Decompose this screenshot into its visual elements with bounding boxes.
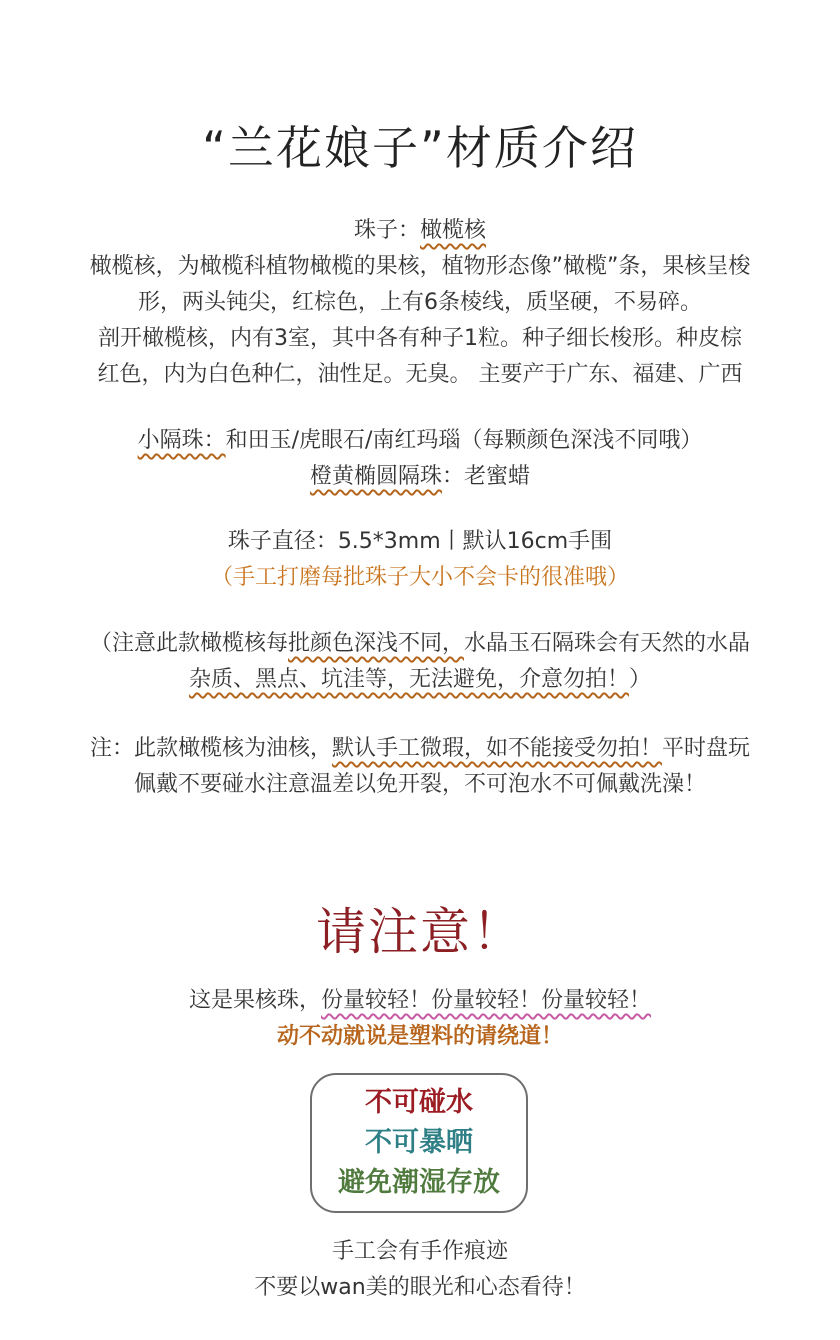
oil-note-part-c: 平时盘玩 (662, 736, 751, 761)
oval-spacer-label: 橙黄椭圆隔珠 (309, 464, 442, 489)
footer-line-2: 不要以wan美的眼光和心态看待！ (254, 1275, 586, 1300)
notice-section (20, 626, 820, 698)
oval-spacer-value: ：老蜜蜡 (442, 464, 531, 489)
oil-note-line-1 (20, 731, 820, 767)
bead-section (20, 213, 820, 393)
care-no-sun: 不可暴晒 (365, 1127, 473, 1158)
small-spacer-label: 小隔珠： (137, 428, 226, 453)
notice-part-a: （注意此款橄榄核每 (89, 631, 288, 656)
page-title: “兰花娘子”材质介绍 (202, 121, 638, 175)
small-spacer-value: 和田玉/虎眼石/南红玛瑙（每颗颜色深浅不同哦） (225, 428, 703, 453)
spacer-section (20, 423, 820, 495)
oil-note-part-b: 默认手工微瑕，如不能接受勿拍！ (331, 736, 662, 761)
notice-part-b: 批颜色深浅不同， (287, 631, 464, 656)
notice-part-e: ） (629, 667, 652, 692)
notice-part-c: 水晶玉石隔珠会有天然的水晶 (464, 631, 751, 656)
size-note: （手工打磨每批珠子大小不会卡的很准哦） (210, 565, 629, 590)
bead-name: 橄榄核 (420, 218, 487, 243)
bead-desc-line-1: 橄榄核，为橄榄科植物橄榄的果核，植物形态像”橄榄”条，果核呈梭 (89, 254, 751, 279)
small-spacer-line (20, 423, 820, 459)
bead-desc-line-3: 剖开橄榄核，内有3室，其中各有种子1粒。种子细长梭形。种皮棕 (98, 326, 742, 351)
bead-desc-line-4: 红色，内为白色种仁，油性足。无臭。 主要产于广东、福建、广西 (97, 362, 743, 387)
care-box (310, 1073, 528, 1213)
bead-desc-line-2: 形，两头钝尖，红棕色，上有6条棱线，质坚硬，不易碎。 (138, 290, 702, 315)
size-section (20, 524, 820, 596)
oil-note-section (20, 731, 820, 803)
warning-line-1 (20, 983, 820, 1019)
bead-label: 珠子： (353, 218, 420, 243)
oil-note-line-2: 佩戴不要碰水注意温差以免开裂，不可泡水不可佩戴洗澡！ (133, 772, 706, 797)
footer-line-1: 手工会有手作痕迹 (331, 1239, 508, 1264)
notice-line-2 (20, 662, 820, 698)
care-no-water: 不可碰水 (365, 1087, 473, 1118)
notice-part-d: 杂质、黑点、坑洼等，无法避免，介意勿拍！ (188, 667, 629, 692)
warning-section (20, 983, 820, 1055)
footer-section (20, 1234, 820, 1306)
warning-title: 请注意！ (316, 903, 524, 961)
warning-line-2: 动不动就说是塑料的请绕道！ (276, 1024, 563, 1049)
oil-note-part-a: 注：此款橄榄核为油核， (89, 736, 332, 761)
warning-part-b: 份量较轻！份量较轻！份量较轻！ (321, 988, 652, 1013)
bead-size: 珠子直径：5.5*3mm丨默认16cm手围 (227, 529, 613, 554)
notice-line-1 (20, 626, 820, 662)
bead-heading (20, 213, 820, 249)
oval-spacer-line (20, 459, 820, 495)
warning-part-a: 这是果核珠， (188, 988, 321, 1013)
care-no-damp: 避免潮湿存放 (338, 1167, 500, 1198)
